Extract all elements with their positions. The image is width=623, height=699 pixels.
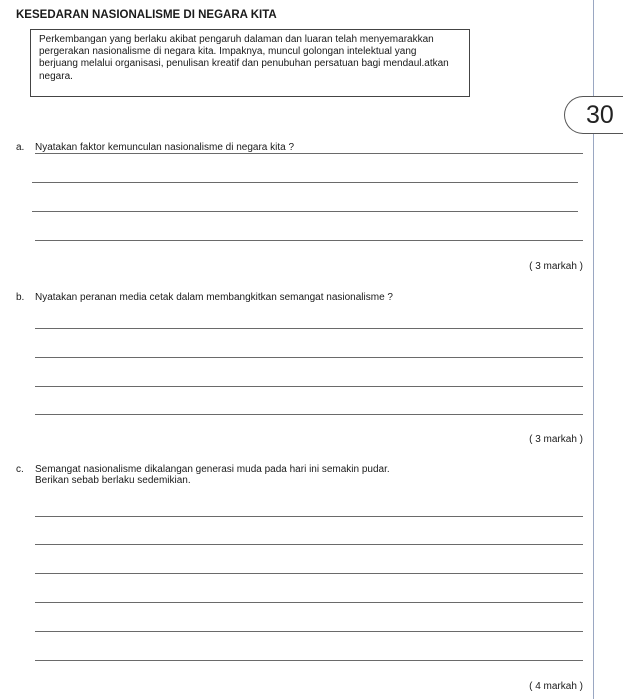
question-b-letter: b. <box>16 292 25 303</box>
answer-line-a-2[interactable] <box>32 182 578 183</box>
question-a-line: Nyatakan faktor kemunculan nasionalisme di negara kita ? <box>35 142 295 153</box>
question-c-text <box>35 464 390 486</box>
passage-line: pergerakan nasionalisme di negara kita. Impaknya, muncul golongan intelektual yang <box>39 46 417 58</box>
answer-line-c-1[interactable] <box>35 516 583 517</box>
answer-line-a-1[interactable] <box>35 153 583 154</box>
answer-line-b-2[interactable] <box>35 357 583 358</box>
question-b-text <box>35 292 393 303</box>
answer-line-c-3[interactable] <box>35 573 583 574</box>
answer-line-c-5[interactable] <box>35 631 583 632</box>
answer-line-b-3[interactable] <box>35 386 583 387</box>
answer-line-c-6[interactable] <box>35 660 583 661</box>
passage-line: berjuang melalui organisasi, penulisan kreatif dan penubuhan persatuan bagi mendaul.atkan <box>39 58 449 70</box>
worksheet-title: KESEDARAN NASIONALISME DI NEGARA KITA <box>16 9 277 21</box>
page-number-tab <box>564 96 623 134</box>
passage-line: negara. <box>39 70 73 82</box>
answer-line-c-2[interactable] <box>35 544 583 545</box>
question-b-marks: ( 3 markah ) <box>529 434 583 445</box>
question-c-marks: ( 4 markah ) <box>529 681 583 692</box>
answer-line-c-4[interactable] <box>35 602 583 603</box>
question-a-letter: a. <box>16 142 25 153</box>
question-c-line: Semangat nasionalisme dikalangan generasi muda pada hari ini semakin pudar. <box>35 464 390 475</box>
question-c-line: Berikan sebab berlaku sedemikian. <box>35 475 191 486</box>
page-number: 30 <box>586 101 614 129</box>
answer-line-b-4[interactable] <box>35 414 583 415</box>
passage-line: Perkembangan yang berlaku akibat pengaruh dalaman dan luaran telah menyemarakkan <box>39 34 434 45</box>
answer-line-b-1[interactable] <box>35 328 583 329</box>
question-a-marks: ( 3 markah ) <box>529 261 583 272</box>
answer-line-a-3[interactable] <box>32 211 578 212</box>
question-c-letter: c. <box>16 464 24 475</box>
question-b-line: Nyatakan peranan media cetak dalam membangkitkan semangat nasionalisme ? <box>35 292 393 303</box>
passage-box <box>30 29 470 97</box>
answer-line-a-4[interactable] <box>35 240 583 241</box>
question-a-text <box>35 142 294 153</box>
